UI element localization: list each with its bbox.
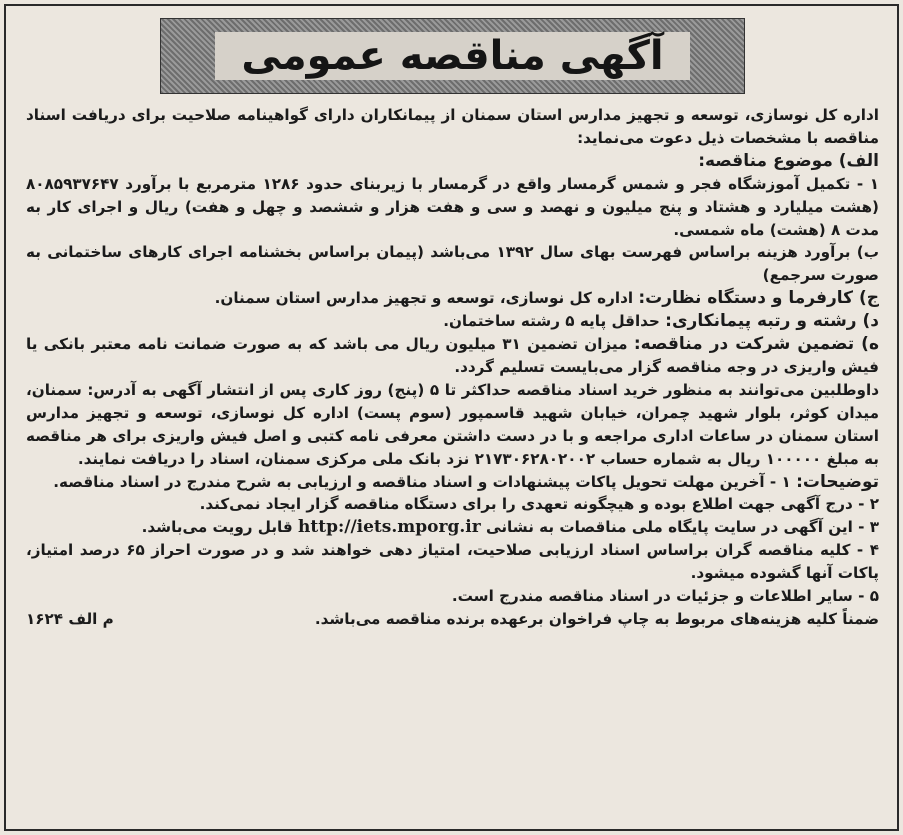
section-c-title: ج) کارفرما و دستگاه نظارت: — [638, 288, 879, 309]
note-3-url: http://iets.mporg.ir — [298, 517, 481, 538]
notice-body — [26, 104, 879, 631]
notes-title: توضیحات: — [796, 471, 879, 492]
applicants-text: داوطلبین می‌توانند به منظور خرید اسناد مناقصه حداکثر تا ۵ (پنج) روز کاری پس از انتشار آگهی به آدرس: سمنان، میدان کوثر، بلوار شهید چمران، خیابان شهید قاسمپور (سوم پست) اداره کل نوسازی، توسعه و تجهیز مدارس استان سمنان در ساعات اداری مراجعه و با در دست داشتن معرفی نامه کتبی و اصل فیش واریزی برای هر مناقصه به مبلغ ۱۰۰۰۰۰ ریال به شماره حساب ۲۱۷۳۰۶۲۸۰۲۰۰۲ نزد بانک ملی مرکزی سمنان، اسناد را دریافت نمایند. — [26, 380, 879, 468]
section-e-title: ه) تضمین شرکت در مناقصه: — [633, 334, 879, 355]
section-e-body: میزان تضمین ۳۱ میلیون ریال می باشد که به صورت ضمانت نامه معتبر بانکی یا فیش واریزی در وجه مناقصه گزار می‌بایست تسلیم گردد. — [26, 335, 879, 376]
note-4: ۴ - کلیه مناقصه گران براساس اسناد ارزیابی صلاحیت، امتیاز دهی خواهند شد و در صورت احراز ۶۵ درصد امتیاز، پاکات آنها گشوده میشود. — [26, 541, 879, 583]
closing-text: ضمناً کلیه هزینه‌های مربوط به چاپ فراخوان برعهده برنده مناقصه می‌باشد. — [314, 609, 879, 628]
note-3-post: قابل رویت می‌باشد. — [141, 518, 293, 537]
note-2: ۲ - درج آگهی جهت اطلاع بوده و هیچگونه تعهدی را برای دستگاه مناقصه گزار ایجاد نمی‌کند. — [199, 495, 879, 514]
section-b-body: ب) برآورد هزینه براساس فهرست بهای سال ۱۳۹۲ می‌باشد (پیمان براساس بخشنامه اجرای کارهای ساختمانی به صورت سرجمع) — [26, 243, 879, 285]
section-a-title: الف) موضوع مناقصه: — [698, 150, 879, 171]
note-1: ۱ - آخرین مهلت تحویل پاکات پیشنهادات و اسناد مناقصه و ارزیابی به شرح مندرج در اسناد مناقصه. — [53, 472, 791, 491]
note-5: ۵ - سایر اطلاعات و جزئیات در اسناد مناقصه مندرج است. — [451, 587, 879, 606]
title-banner — [160, 18, 745, 94]
note-3-pre: ۳ - این آگهی در سایت پایگاه ملی مناقصات به نشانی — [485, 518, 879, 537]
intro-text: اداره کل نوسازی، توسعه و تجهیز مدارس استان سمنان از پیمانکاران دارای گواهینامه صلاحیت برای دریافت اسناد مناقصه با مشخصات ذیل دعوت می‌نماید: — [26, 106, 879, 147]
section-d-title: د) رشته و رتبه پیمانکاری: — [665, 311, 879, 332]
notice-title: آگهی مناقصه عمومی — [215, 32, 689, 80]
notice-code: م الف ۱۶۲۴ — [26, 609, 114, 628]
section-c-body: اداره کل نوسازی، توسعه و تجهیز مدارس استان سمنان. — [214, 289, 634, 308]
section-a-body: ۱ - تکمیل آموزشگاه فجر و شمس گرمسار واقع در گرمسار با زیربنای حدود ۱۲۸۶ مترمربع با برآورد ۸۰۸۵۹۳۷۶۴۷ (هشت میلیارد و هشتاد و پنج میلیون و نهصد و سی و هفت هزار و ششصد و چهل و هفت) ریال و اجرای کار به مدت ۸ (هشت) ماه شمسی. — [26, 174, 880, 239]
section-d-body: حداقل پایه ۵ رشته ساختمان. — [443, 312, 660, 331]
